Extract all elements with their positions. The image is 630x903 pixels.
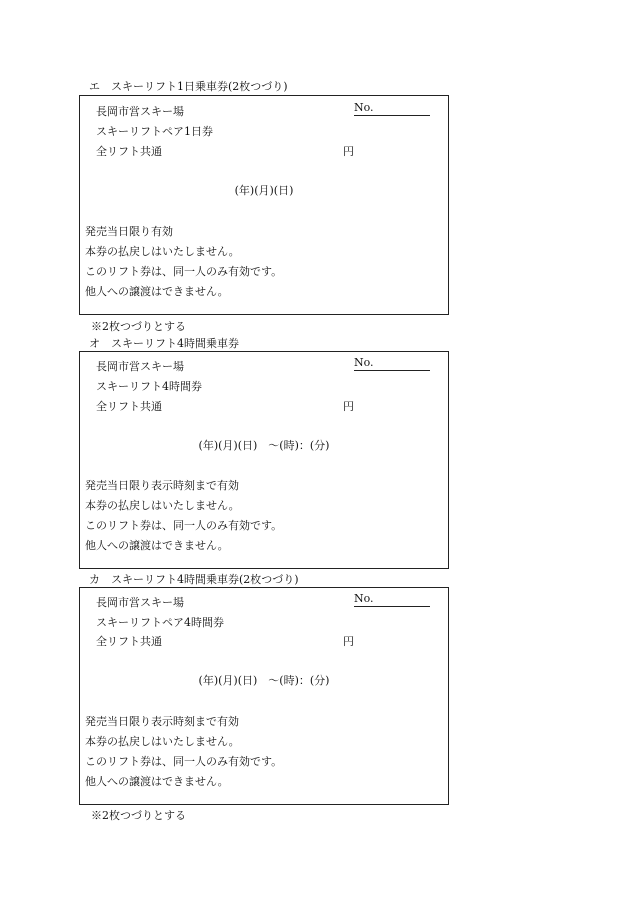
ticket-operator: 長岡市営スキー場 — [96, 105, 184, 118]
ticket-name: スキーリフトペア1日券 — [96, 125, 213, 138]
ticket-condition: 本券の払戻しはいたしません。 — [85, 245, 240, 258]
ticket-condition: 発売当日限り表示時刻まで有効 — [85, 479, 239, 492]
ticket-name: スキーリフト4時間券 — [96, 380, 202, 393]
ticket-date-format: (年)(月)(日) — [234, 184, 294, 197]
ticket-box — [79, 95, 449, 315]
ticket-condition: 発売当日限り有効 — [85, 225, 173, 238]
ticket-number-field: No. — [354, 101, 430, 116]
ticket-number-field: No. — [354, 356, 430, 371]
ticket-condition: 本券の払戻しはいたしません。 — [85, 499, 240, 512]
ticket-condition: このリフト券は、同一人のみ有効です。 — [85, 519, 283, 532]
ticket-operator: 長岡市営スキー場 — [96, 360, 184, 373]
ticket-operator: 長岡市営スキー場 — [96, 596, 184, 609]
ticket-price-unit: 円 — [343, 145, 354, 158]
ticket-price-unit: 円 — [343, 400, 354, 413]
section-heading: カ スキーリフト4時間乗車券(2枚つづり) — [89, 573, 299, 586]
section-heading: オ スキーリフト4時間乗車券 — [89, 337, 239, 350]
ticket-box — [79, 351, 449, 569]
footnote: ※2枚つづりとする — [91, 320, 186, 333]
ticket-number-field: No. — [354, 592, 430, 607]
ticket-condition: 他人への譲渡はできません。 — [85, 775, 229, 788]
ticket-condition: 他人への譲渡はできません。 — [85, 285, 229, 298]
ticket-scope: 全リフト共通 — [96, 635, 162, 648]
section-heading: エ スキーリフト1日乗車券(2枚つづり) — [89, 80, 288, 93]
ticket-condition: このリフト券は、同一人のみ有効です。 — [85, 265, 283, 278]
ticket-name: スキーリフトペア4時間券 — [96, 616, 224, 629]
section-4hour-pass — [79, 333, 449, 568]
section-4hour-pass-pair — [79, 569, 449, 829]
section-day-pass-pair — [79, 78, 449, 333]
ticket-date-format: (年)(月)(日) ～(時)：(分) — [198, 674, 330, 687]
ticket-scope: 全リフト共通 — [96, 145, 162, 158]
ticket-condition: このリフト券は、同一人のみ有効です。 — [85, 755, 283, 768]
ticket-scope: 全リフト共通 — [96, 400, 162, 413]
ticket-condition: 発売当日限り表示時刻まで有効 — [85, 715, 239, 728]
ticket-price-unit: 円 — [343, 635, 354, 648]
ticket-box — [79, 587, 449, 805]
ticket-condition: 他人への譲渡はできません。 — [85, 539, 229, 552]
ticket-date-format: (年)(月)(日) ～(時)：(分) — [198, 439, 330, 452]
ticket-condition: 本券の払戻しはいたしません。 — [85, 735, 240, 748]
footnote: ※2枚つづりとする — [91, 809, 186, 822]
